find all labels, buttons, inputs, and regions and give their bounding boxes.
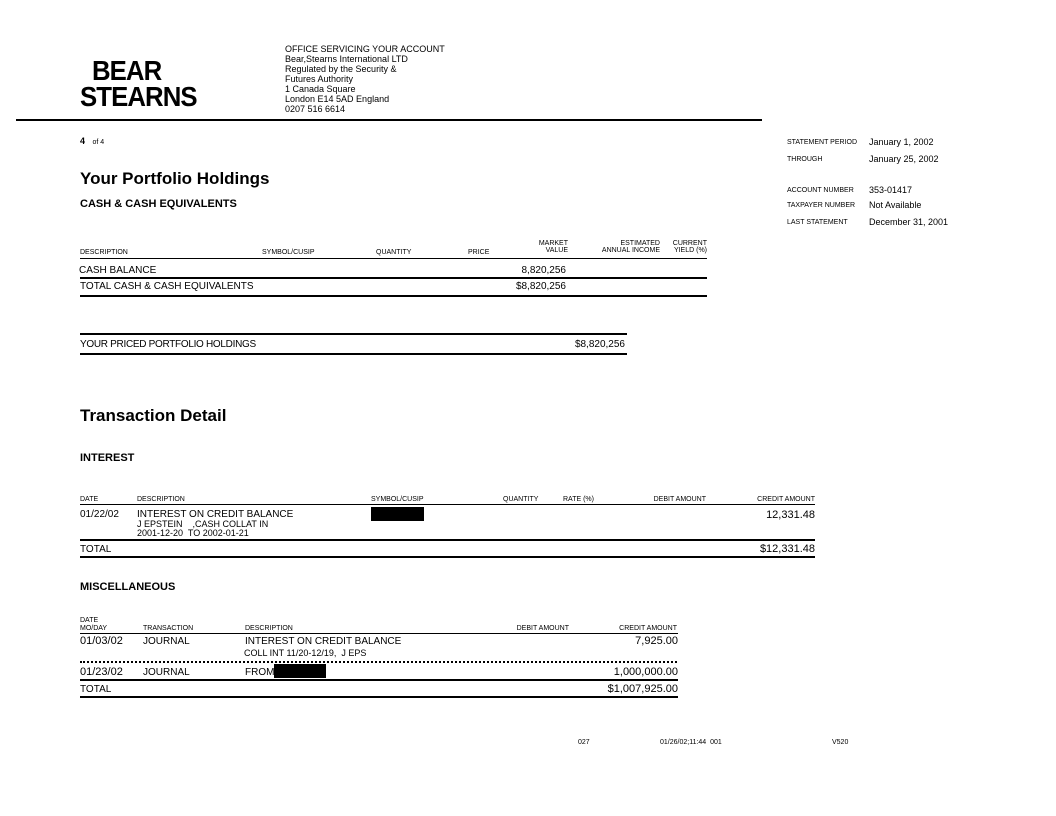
interest-col-credit: CREDIT AMOUNT [757, 496, 815, 503]
logo-line-2: STEARNS [80, 81, 197, 112]
misc-col-transaction: TRANSACTION [143, 625, 194, 632]
col-yield-line1: CURRENT [672, 240, 707, 247]
misc-row1-credit: 7,925.00 [635, 635, 678, 647]
office-line: 1 Canada Square [285, 84, 356, 94]
col-description: DESCRIPTION [80, 249, 128, 256]
priced-holdings-value: $8,820,256 [574, 339, 625, 350]
through-label: THROUGH [787, 156, 823, 163]
interest-row-rule [80, 539, 815, 541]
cash-balance-label: CASH BALANCE [79, 265, 157, 276]
interest-heading: INTEREST [80, 452, 135, 464]
misc-col-date [80, 617, 107, 633]
priced-holdings-label: YOUR PRICED PORTFOLIO HOLDINGS [80, 339, 256, 350]
interest-desc-line1: INTEREST ON CREDIT BALANCE [137, 509, 294, 520]
priced-top-rule [80, 333, 627, 335]
footer-version: V520 [832, 739, 849, 746]
col-market-line1: MARKET [538, 240, 568, 247]
logo-line-1: BEAR [91, 55, 162, 86]
redacted-name [274, 664, 326, 678]
last-statement-label: LAST STATEMENT [787, 219, 848, 226]
office-line: Bear,Stearns International LTD [285, 54, 408, 64]
total-cash-value: $8,820,256 [515, 281, 566, 292]
col-annual-income [590, 240, 660, 254]
misc-row1-desc1: INTEREST ON CREDIT BALANCE [245, 636, 402, 647]
page-number: 4 [80, 136, 86, 146]
office-line: Futures Authority [285, 74, 354, 84]
miscellaneous-heading: MISCELLANEOUS [80, 581, 176, 593]
interest-col-quantity: QUANTITY [503, 496, 539, 503]
cash-rule [80, 277, 707, 279]
col-market-value [508, 240, 568, 254]
office-address [285, 44, 445, 114]
last-statement-value: December 31, 2001 [869, 217, 949, 227]
office-line: 0207 516 6614 [285, 104, 346, 114]
footer-timestamp: 01/26/02;11:44 001 [660, 739, 722, 746]
office-line: London E14 5AD England [285, 94, 390, 104]
total-cash-label: TOTAL CASH & CASH EQUIVALENTS [80, 281, 254, 292]
interest-total-label: TOTAL [80, 544, 112, 555]
misc-col-date-line2: MO/DAY [80, 625, 108, 632]
misc-total-value: $1,007,925.00 [607, 683, 678, 695]
col-current-yield [665, 240, 707, 254]
interest-desc-line3: 2001-12-20 TO 2002-01-21 [137, 528, 249, 538]
office-line: OFFICE SERVICING YOUR ACCOUNT [285, 44, 445, 54]
interest-col-debit: DEBIT AMOUNT [653, 496, 706, 503]
interest-desc-line2: J EPSTEIN ,CASH COLLAT IN [137, 519, 269, 529]
interest-row-credit: 12,331.48 [766, 509, 815, 521]
taxpayer-number-value: Not Available [869, 200, 922, 210]
col-income-line1: ESTIMATED [620, 240, 660, 247]
misc-row1-date: 01/03/02 [80, 635, 123, 647]
interest-total-rule [80, 556, 815, 558]
interest-row-description [137, 509, 293, 538]
page-of: of 4 [92, 139, 105, 146]
bear-stearns-logo [80, 55, 197, 112]
holdings-header-rule [80, 258, 707, 259]
account-number-value: 353-01417 [869, 185, 913, 195]
misc-col-debit: DEBIT AMOUNT [516, 625, 569, 632]
cash-balance-value: 8,820,256 [521, 265, 566, 276]
interest-col-date: DATE [80, 496, 99, 503]
statement-period-value: January 1, 2002 [869, 137, 934, 147]
portfolio-holdings-title: Your Portfolio Holdings [80, 169, 270, 188]
statement-period-label: STATEMENT PERIOD [787, 139, 858, 146]
interest-row-date: 01/22/02 [80, 509, 119, 520]
misc-row2-credit: 1,000,000.00 [613, 666, 678, 678]
misc-row2-rule [80, 679, 678, 681]
misc-col-credit: CREDIT AMOUNT [619, 625, 677, 632]
interest-col-rate: RATE (%) [563, 496, 594, 503]
misc-row2-date: 01/23/02 [80, 666, 123, 678]
page-indicator [80, 131, 104, 149]
misc-row-separator [80, 661, 677, 663]
col-symbol: SYMBOL/CUSIP [262, 249, 315, 256]
misc-total-label: TOTAL [80, 684, 112, 695]
footer-code: 027 [578, 739, 590, 746]
col-price: PRICE [468, 249, 490, 256]
col-quantity: QUANTITY [376, 249, 412, 256]
misc-col-description: DESCRIPTION [245, 625, 293, 632]
interest-total-value: $12,331.48 [759, 543, 815, 555]
misc-row2-transaction: JOURNAL [143, 667, 190, 678]
col-income-line2: ANNUAL INCOME [601, 247, 660, 254]
interest-col-symbol: SYMBOL/CUSIP [371, 496, 424, 503]
misc-total-rule [80, 696, 678, 698]
priced-bottom-rule [80, 353, 627, 355]
taxpayer-number-label: TAXPAYER NUMBER [787, 202, 856, 209]
redacted-symbol [371, 507, 424, 521]
col-market-line2: VALUE [545, 247, 568, 254]
through-value: January 25, 2002 [869, 154, 939, 164]
transaction-detail-title: Transaction Detail [80, 406, 227, 425]
interest-col-description: DESCRIPTION [137, 496, 185, 503]
misc-row1-transaction: JOURNAL [143, 636, 190, 647]
col-yield-line2: YIELD (%) [673, 247, 707, 254]
misc-header-rule [80, 633, 678, 634]
misc-row2-desc1: FROM [245, 667, 275, 678]
total-cash-rule [80, 295, 707, 297]
cash-equivalents-heading: CASH & CASH EQUIVALENTS [80, 198, 237, 210]
misc-row1-desc2: COLL INT 11/20-12/19, J EPS [244, 648, 367, 658]
interest-header-rule [80, 504, 815, 505]
header-divider [16, 119, 762, 121]
misc-col-date-line1: DATE [80, 617, 99, 624]
office-line: Regulated by the Security & [285, 64, 397, 74]
account-number-label: ACCOUNT NUMBER [787, 187, 854, 194]
